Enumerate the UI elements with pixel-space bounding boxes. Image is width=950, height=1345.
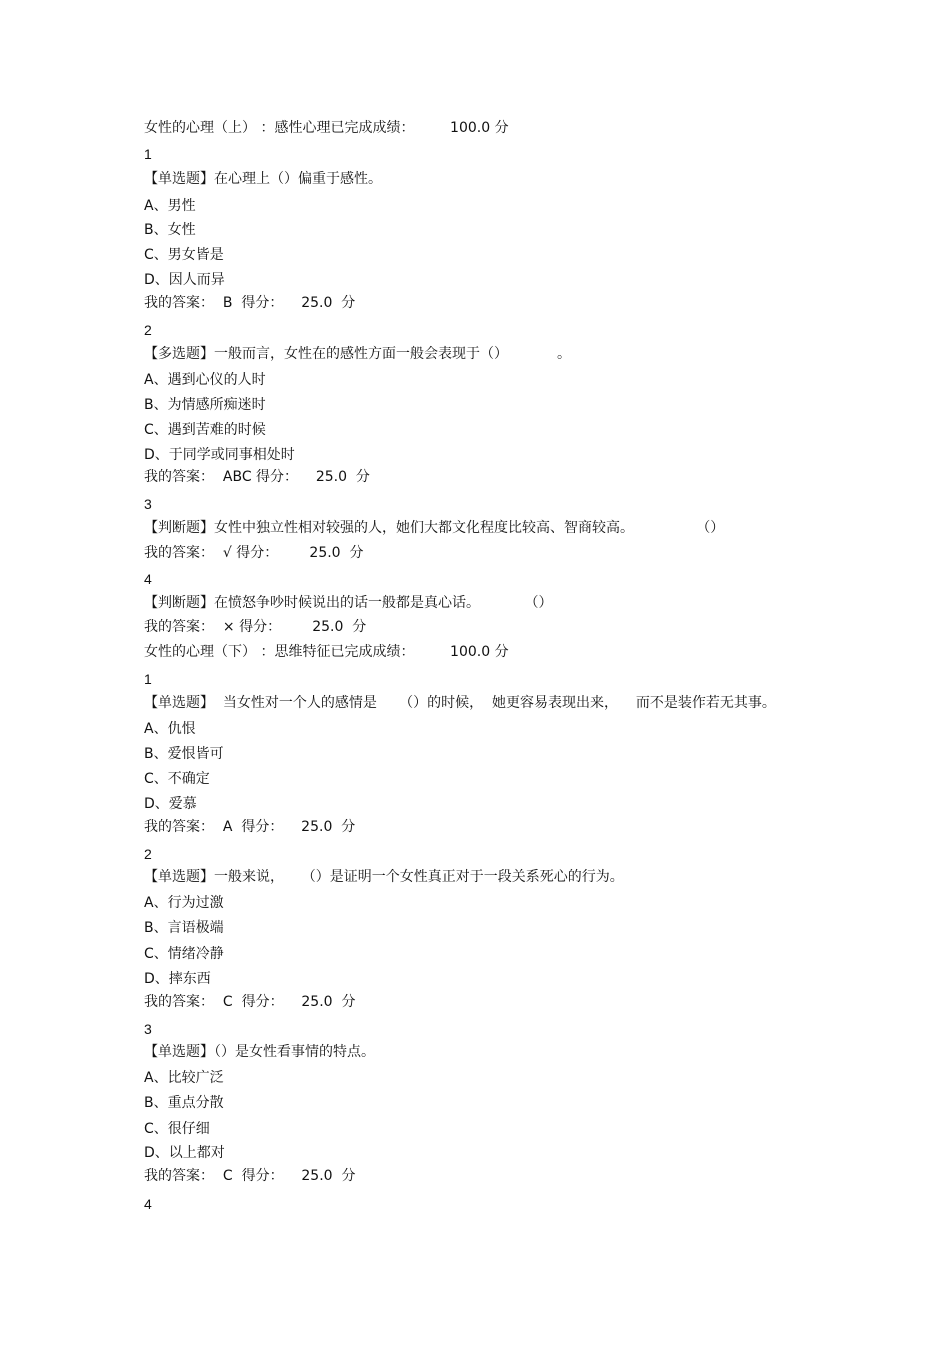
option-c: C、不确定 [144,771,210,787]
option-a: A、仇恨 [144,721,196,737]
question-stem: 【单选题】在心理上（）偏重于感性。 [144,171,382,187]
option-a: A、男性 [144,198,196,214]
option-d: D、因人而异 [144,272,225,288]
my-answer: 我的答案： ABC 得分： 25.0 分 [144,469,370,485]
option-d: D、爱慕 [144,796,197,812]
option-c: C、很仔细 [144,1121,210,1137]
option-b: B、言语极端 [144,920,224,936]
my-answer: 我的答案： × 得分： 25.0 分 [144,619,367,635]
my-answer: 我的答案： C 得分： 25.0 分 [144,994,356,1010]
question-number: 2 [144,322,152,338]
option-c: C、遇到苦难的时候 [144,422,266,438]
my-answer: 我的答案： A 得分： 25.0 分 [144,819,356,835]
option-d: D、于同学或同事相处时 [144,447,295,463]
option-c: C、男女皆是 [144,247,224,263]
option-b: B、重点分散 [144,1095,224,1111]
my-answer: 我的答案： B 得分： 25.0 分 [144,295,356,311]
my-answer: 我的答案： C 得分： 25.0 分 [144,1168,356,1184]
option-b: B、为情感所痴迷时 [144,397,266,413]
question-stem: 【单选题】一般来说， （）是证明一个女性真正对于一段关系死心的行为。 [144,869,624,885]
option-d: D、摔东西 [144,971,211,987]
question-number: 2 [144,846,152,862]
section-title: 女性的心理（下） ：思维特征已完成成绩： 100.0 分 [144,644,509,660]
question-number: 1 [144,146,152,162]
question-stem: 【多选题】一般而言，女性在的感性方面一般会表现于（） 。 [144,346,571,362]
question-stem: 【判断题】在愤怒争吵时候说出的话一般都是真心话。 （） [144,595,553,611]
question-number: 3 [144,1021,152,1037]
question-stem: 【判断题】女性中独立性相对较强的人，她们大都文化程度比较高、智商较高。 （） [144,520,725,536]
option-c: C、情绪冷静 [144,946,224,962]
option-a: A、比较广泛 [144,1070,224,1086]
section-title: 女性的心理（上） ：感性心理已完成成绩： 100.0 分 [144,120,509,136]
option-b: B、爱恨皆可 [144,746,224,762]
option-b: B、女性 [144,222,196,238]
question-number: 3 [144,496,152,512]
option-a: A、遇到心仪的人时 [144,372,266,388]
question-number: 4 [144,1196,152,1212]
question-stem: 【单选题】（）是女性看事情的特点。 [144,1044,375,1060]
my-answer: 我的答案： √ 得分： 25.0 分 [144,545,364,561]
option-a: A、行为过激 [144,895,224,911]
question-number: 1 [144,671,152,687]
question-number: 4 [144,571,152,587]
option-d: D、以上都对 [144,1145,225,1161]
question-stem: 【单选题】 当女性对一个人的感情是 （）的时候， 她更容易表现出来， 而不是装作若无其事。 [144,695,776,711]
